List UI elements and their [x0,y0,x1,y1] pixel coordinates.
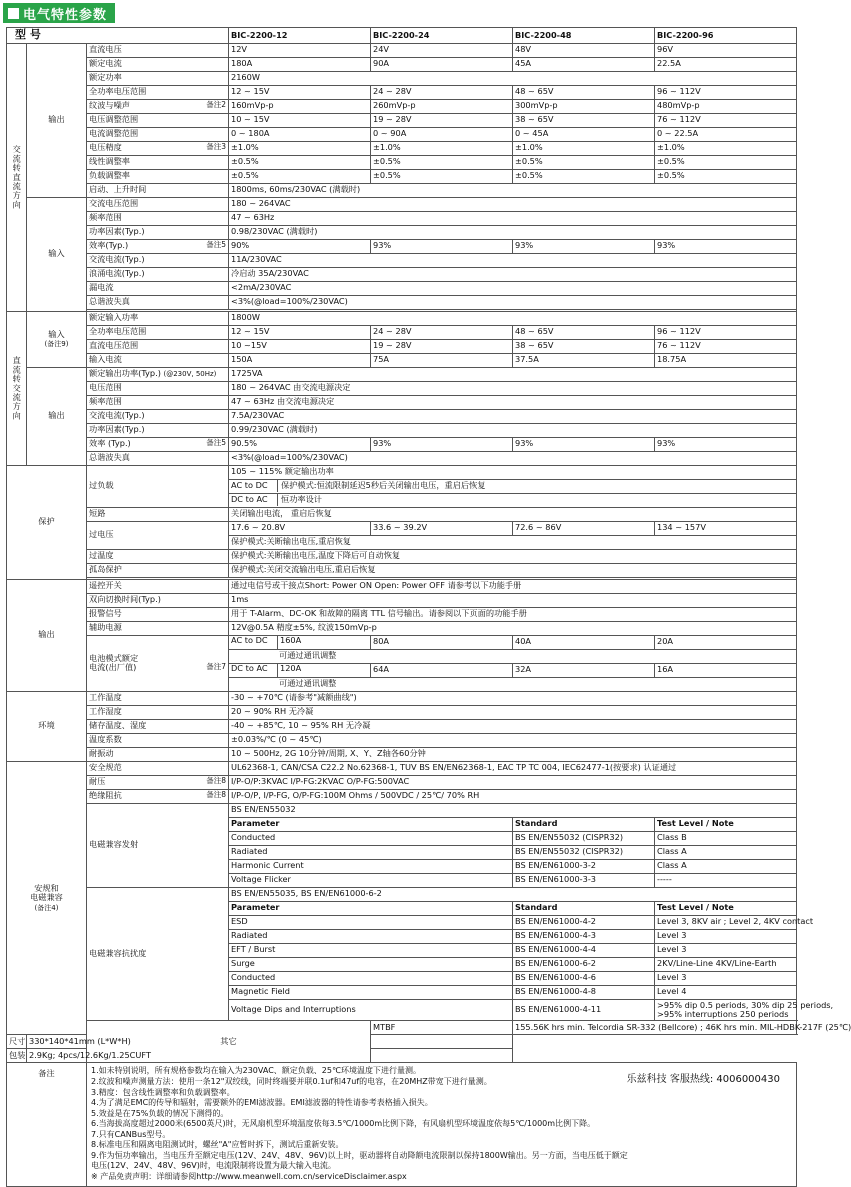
column-header: Standard [513,901,655,915]
category-other: 其它 [87,1021,371,1063]
table-cell: Magnetic Field [229,985,513,999]
value-cell: 72.6 ~ 86V [513,521,655,535]
value-cell [229,493,797,507]
model-name: BIC-2200-96 [655,28,797,44]
value-cell: ±0.5% [513,169,655,183]
value-cell: 155.56K hrs min. Telcordia SR-332 (Bellcore) ; 46K hrs min. MIL-HDBK-217F (25℃) [513,1021,797,1035]
model-label: 型 号 [7,28,229,44]
value-cell: ±0.5% [229,155,371,169]
value-cell: 22.5A [655,57,797,71]
column-header: Parameter [229,901,513,915]
value-cell: 0 ~ 90A [371,127,513,141]
note-item: 7.只有CANBus型号。 [91,1129,171,1139]
value-cell: 96V [655,43,797,57]
param-label: 启动、上升时间 [87,183,229,197]
param-label: 线性调整率 [87,155,229,169]
value-cell: 19 ~ 28V [371,113,513,127]
param-label: 交流电流(Typ.) [87,409,229,423]
table-cell: Conducted [229,971,513,985]
value-cell: ±1.0% [229,141,371,155]
param-label: 负载调整率 [87,169,229,183]
value-cell: 可通过通讯调整 [229,677,797,691]
param-label [87,437,229,451]
mode-label: AC to DC [229,480,278,491]
value-cell: ±0.5% [655,169,797,183]
value-cell: 37.5A [513,353,655,367]
value-cell: 12V [229,43,371,57]
value-cell: 180 ~ 264VAC 由交流电源决定 [229,381,797,395]
category-text: 安规和 [34,882,59,893]
table-cell: Level 3, 8KV air ; Level 2, 4KV contact [655,915,797,929]
param-label: 工作温度 [87,691,229,705]
param-label: 频率范围 [87,211,229,225]
table-cell: Level 3 [655,929,797,943]
note-item: ※ 产品免责声明：详细请参阅http://www.meanwell.com.cn/serviceDisclaimer.aspx [91,1171,407,1181]
value-cell: 10 ~15V [229,339,371,353]
category-input: 输入 [27,197,87,311]
param-label: 额定电流 [87,57,229,71]
value-cell: 12 ~ 15V [229,325,371,339]
param-label [87,635,229,691]
value-cell: 48V [513,43,655,57]
notes-block [87,1063,797,1186]
value-cell: 93% [513,239,655,253]
value-cell: UL62368-1, CAN/CSA C22.2 No.62368-1, TUV BS EN/EN62368-1, EAC TP TC 004, IEC62477-1(按要求) 认证通过 [229,761,797,775]
value-cell: 90% [229,239,371,253]
table-cell: ----- [655,873,797,887]
column-header: Test Level / Note [655,817,797,831]
value-cell: 16A [655,663,797,677]
param-label: 总谐波失真 [87,295,229,309]
value-cell: 260mVp-p [371,99,513,113]
value-cell: 40A [513,635,655,649]
value-cell: 93% [655,239,797,253]
table-cell: BS EN/EN61000-6-2 [513,957,655,971]
value-cell: 10 ~ 15V [229,113,371,127]
category-output: 输出 [7,579,87,691]
column-header: Parameter [229,817,513,831]
table-cell: BS EN/EN61000-3-2 [513,859,655,873]
model-name: BIC-2200-12 [229,28,371,44]
value-text: 120A [280,662,302,673]
value-cell: ±0.03%/℃ (0 ~ 45℃) [229,733,797,747]
note-item: 3.精度：包含线性调整率和负载调整率。 [91,1087,235,1097]
value-cell: 90A [371,57,513,71]
category-environment: 环境 [7,691,87,761]
value-cell: 300mVp-p [513,99,655,113]
value-cell: 通过电信号或干接点Short: Power ON Open: Power OFF 请参考以下功能手册 [229,579,797,593]
category-text: 输入 [48,328,65,339]
table-cell [655,999,834,1021]
param-text: 电压精度 [89,142,122,153]
param-label [87,141,229,155]
table-cell: Radiated [229,845,513,859]
param-text: 纹波与噪声 [89,100,130,111]
value-cell: 93% [655,437,797,451]
table-cell: BS EN/EN61000-4-4 [513,943,655,957]
value-cell: 93% [371,239,513,253]
value-cell: BS EN/EN55032 [229,803,797,817]
param-text: 绝缘阻抗 [89,790,122,801]
value-cell: BS EN/EN55035, BS EN/EN61000-6-2 [229,887,797,901]
mode-label: DC to AC [229,664,278,677]
note-ref: 备注5 [206,240,226,250]
table-cell: Class B [655,831,797,845]
value-cell: 18.75A [655,353,797,367]
note-line: >95% dip 0.5 periods, 30% dip 25 periods, [657,999,834,1010]
note-ref: 备注7 [206,662,226,672]
value-cell: ±0.5% [371,169,513,183]
value-cell: 76 ~ 112V [655,339,797,353]
value-cell [229,635,371,649]
note-ref: 备注2 [206,100,226,110]
param-label: 双向切换时间(Typ.) [87,593,229,607]
value-cell: 0 ~ 22.5A [655,127,797,141]
value-cell: 105 ~ 115% 额定输出功率 [229,465,797,479]
value-cell: <3%(@load=100%/230VAC) [229,295,797,309]
category-output: 输出 [27,367,87,465]
note-ref: 备注3 [206,142,226,152]
value-cell: <3%(@load=100%/230VAC) [229,451,797,465]
value-cell: 24 ~ 28V [371,325,513,339]
value-cell: 可通过通讯调整 [229,649,797,663]
table-cell: Class A [655,859,797,873]
value-cell: I/P-O/P:3KVAC I/P-FG:2KVAC O/P-FG:500VAC [229,775,797,789]
param-label: 功率因素(Typ.) [87,423,229,437]
value-cell: ±1.0% [371,141,513,155]
value-cell: 0.98/230VAC (满载时) [229,225,797,239]
value-cell: -40 ~ +85℃, 10 ~ 95% RH 无冷凝 [229,719,797,733]
value-cell: 180 ~ 264VAC [229,197,797,211]
note-item: 2.纹波和噪声测量方法：使用一条12"双绞线，同时终端要并联0.1uf和47uf的电容，在20MHZ带宽下进行量测。 [91,1077,492,1087]
value-cell: 12V@0.5A 精度±5%, 纹波150mVp-p [229,621,797,635]
table-cell: BS EN/EN61000-4-3 [513,929,655,943]
note-item: 4.为了满足EMC的传导和辐射，需要额外的EMI滤波器。EMI滤波器的特性请参考表格插入损失。 [91,1098,433,1108]
spec-table [6,27,851,1187]
param-label: 直流电压 [87,43,229,57]
value-cell: 1800ms, 60ms/230VAC (满载时) [229,183,797,197]
note-item: 9.作为恒功率输出，当电压升至额定电压(12V、24V、48V、96V)以上时，驱动器将自动降额电流限制以保持1800W输出。另一方面，当电压低于额定 [91,1150,628,1160]
category-protection: 保护 [7,465,87,579]
table-cell: Class A [655,845,797,859]
value-cell: ±1.0% [655,141,797,155]
value-cell: 180A [229,57,371,71]
param-label: 额定功率 [87,71,229,85]
value-cell: 150A [229,353,371,367]
table-cell: BS EN/EN61000-4-2 [513,915,655,929]
table-cell: EFT / Burst [229,943,513,957]
param-label: 过电压 [87,521,229,549]
category-input [27,311,87,367]
table-cell: Radiated [229,929,513,943]
param-label [87,789,229,803]
param-label: 短路 [87,507,229,521]
mode-value: 恒功率设计 [281,494,322,505]
param-label: 交流电流(Typ.) [87,253,229,267]
param-label: 频率范围 [87,395,229,409]
param-label: 报警信号 [87,607,229,621]
section-header [3,3,115,23]
value-cell: 38 ~ 65V [513,339,655,353]
value-cell: 20 ~ 90% RH 无冷凝 [229,705,797,719]
category-safety-emc [7,761,87,1035]
value-cell: 11A/230VAC [229,253,797,267]
mode-value: 保护模式:恒流限制延迟5秒后关闭输出电压，重启后恢复 [281,480,486,491]
value-cell: <2mA/230VAC [229,281,797,295]
param-label: 电磁兼容发射 [87,803,229,887]
column-header: Standard [513,817,655,831]
column-header: Test Level / Note [655,901,797,915]
param-label: 工作湿度 [87,705,229,719]
param-label [87,99,229,113]
table-cell: Level 3 [655,943,797,957]
note-item: 电压(12V、24V、48V、96V)时，电流限制将设置为最大输入电流。 [91,1161,336,1171]
header-bar [3,3,115,23]
value-cell [229,663,371,677]
value-cell: -30 ~ +70℃ (请参考"减额曲线") [229,691,797,705]
param-label: 直流电压范围 [87,339,229,353]
param-label: 孤岛保护 [87,563,229,577]
param-label: 额定输入功率 [87,311,229,325]
table-cell: BS EN/EN55032 (CISPR32) [513,845,655,859]
value-cell: 24V [371,43,513,57]
note-ref: (备注9) [44,340,69,349]
value-cell: ±0.5% [513,155,655,169]
value-cell [229,479,797,493]
table-cell: Voltage Flicker [229,873,513,887]
value-cell: 75A [371,353,513,367]
param-label: 浪涌电流(Typ.) [87,267,229,281]
table-cell: Surge [229,957,513,971]
param-label: 辅助电源 [87,621,229,635]
param-label: 功率因素(Typ.) [87,225,229,239]
note-ref: 备注8 [206,776,226,786]
value-cell: 用于 T-Alarm、DC-OK 和故障的隔离 TTL 信号输出。请参阅以下页面的功能手册 [229,607,797,621]
value-cell: 93% [513,437,655,451]
table-cell: Voltage Dips and Interruptions [229,999,513,1021]
value-cell: 76 ~ 112V [655,113,797,127]
value-cell: 17.6 ~ 20.8V [229,521,371,535]
value-cell: 93% [371,437,513,451]
param-label: 储存温度、湿度 [87,719,229,733]
value-cell: 45A [513,57,655,71]
value-cell: 1800W [229,311,797,325]
value-cell: ±1.0% [513,141,655,155]
value-cell: 96 ~ 112V [655,325,797,339]
value-text: 160A [280,634,302,645]
value-cell: 20A [655,635,797,649]
value-cell: 0 ~ 45A [513,127,655,141]
note-line: >95% interruptions 250 periods [657,1009,789,1020]
param-text: 电池模式额定 [89,652,139,663]
value-cell: 47 ~ 63Hz [229,211,797,225]
param-text: 效率 (Typ.) [89,438,131,449]
param-label: 安全规范 [87,761,229,775]
note-item: 8.标准电压和隔离电阻测试时，螺丝"A"应暂时拆下，测试后重新安装。 [91,1140,344,1150]
param-label [87,367,229,381]
param-text: 耐压 [89,776,106,787]
value-cell: 7.5A/230VAC [229,409,797,423]
value-cell: 保护模式:关断输出电压,温度下降后可自动恢复 [229,549,797,563]
param-label: 温度系数 [87,733,229,747]
value-cell: ±0.5% [655,155,797,169]
table-cell: 2KV/Line-Line 4KV/Line-Earth [655,957,797,971]
value-cell: 19 ~ 28V [371,339,513,353]
param-label: 过负载 [87,465,229,507]
value-cell: 48 ~ 65V [513,85,655,99]
value-cell: 47 ~ 63Hz 由交流电源决定 [229,395,797,409]
value-cell: 64A [371,663,513,677]
value-cell: 80A [371,635,513,649]
model-name: BIC-2200-48 [513,28,655,44]
note-ref: 备注5 [206,438,226,448]
note-ref: (备注4) [34,903,59,912]
table-cell: BS EN/EN61000-3-3 [513,873,655,887]
param-text: 效率(Typ.) [89,240,129,251]
header-title: 电气特性参数 [23,7,108,23]
value-cell: 2160W [229,71,797,85]
table-cell: Harmonic Current [229,859,513,873]
param-label: 电磁兼容抗扰度 [87,887,229,1021]
param-label: MTBF [371,1021,513,1035]
param-label: 电压范围 [87,381,229,395]
value-cell: 96 ~ 112V [655,85,797,99]
value-cell: 冷启动 35A/230VAC [229,267,797,281]
note-item: 6.当海拔高度超过2000米(6500英尺)时，无风扇机型环境温度依每3.5℃/1000m比例下降，有风扇机型环境温度依每5℃/1000m比例下降。 [91,1119,596,1129]
category-notes: 备注 [7,1063,87,1186]
param-label: 全功率电压范围 [87,85,229,99]
param-label: 过温度 [87,549,229,563]
note-ref: 备注8 [206,790,226,800]
value-cell: ±0.5% [229,169,371,183]
param-label: 全功率电压范围 [87,325,229,339]
model-row [7,28,797,44]
value-cell: 0.99/230VAC (满载时) [229,423,797,437]
header-square-icon [8,8,19,19]
value-cell: 32A [513,663,655,677]
mode-label: DC to AC [229,494,278,505]
value-cell: I/P-O/P, I/P-FG, O/P-FG:100M Ohms / 500VDC / 25℃/ 70% RH [229,789,797,803]
param-sub: (@230V, 50Hz) [163,370,217,379]
value-cell: 10 ~ 500Hz, 2G 10分钟/周期, X、Y、Z轴各60分钟 [229,747,797,761]
param-label: 漏电流 [87,281,229,295]
param-label [87,239,229,253]
note-item: 1.如未特别说明，所有规格参数均在输入为230VAC、额定负载、25℃环境温度下进行量测。 [91,1066,421,1076]
param-label: 总谐波失真 [87,451,229,465]
value-cell: 38 ~ 65V [513,113,655,127]
table-cell: BS EN/EN61000-4-8 [513,985,655,999]
value-cell: 33.6 ~ 39.2V [371,521,513,535]
param-label: 输入电流 [87,353,229,367]
param-label [87,775,229,789]
table-cell: Conducted [229,831,513,845]
param-label: 交流电压范围 [87,197,229,211]
param-label: 电压调整范围 [87,113,229,127]
value-cell: 330*140*41mm (L*W*H) [27,1035,513,1049]
value-cell: 保护模式:关断输出电压,重启恢复 [229,535,797,549]
table-cell: Level 3 [655,971,797,985]
value-cell: 90.5% [229,437,371,451]
param-label: 电流调整范围 [87,127,229,141]
category-output: 输出 [27,43,87,197]
value-cell: 关闭输出电流， 重启后恢复 [229,507,797,521]
value-cell: 0 ~ 180A [229,127,371,141]
note-item: 5.效益是在75%负载的情况下测得的。 [91,1108,229,1118]
param-label: 包装 [7,1049,27,1063]
value-cell: ±0.5% [371,155,513,169]
value-cell: 1725VA [229,367,797,381]
value-cell: 保护模式:关闭交流输出电压,重启后恢复 [229,563,797,577]
param-label: 尺寸 [7,1035,27,1049]
value-cell: 48 ~ 65V [513,325,655,339]
value-cell: 1ms [229,593,797,607]
value-cell: 480mVp-p [655,99,797,113]
group-ac-dc: 交流转直流方向 [7,43,27,311]
value-cell: 160mVp-p [229,99,371,113]
param-text: 额定输出功率(Typ.) [89,368,161,379]
mode-label: AC to DC [229,636,278,649]
hotline-text: 乐兹科技 客服热线: 4006000430 [626,1074,780,1086]
model-name: BIC-2200-24 [371,28,513,44]
group-dc-ac: 直流转交流方向 [7,311,27,465]
value-cell: 24 ~ 28V [371,85,513,99]
value-cell: 134 ~ 157V [655,521,797,535]
value-cell: 12 ~ 15V [229,85,371,99]
category-text: 电磁兼容 [30,892,63,903]
param-label: 耐振动 [87,747,229,761]
table-cell: BS EN/EN55032 (CISPR32) [513,831,655,845]
param-label: 遥控开关 [87,579,229,593]
table-cell: ESD [229,915,513,929]
value-cell: 2.9Kg; 4pcs/12.6Kg/1.25CUFT [27,1049,513,1063]
table-cell: BS EN/EN61000-4-6 [513,971,655,985]
table-cell: BS EN/EN61000-4-11 [513,999,655,1021]
param-text: 电流(出厂值) [89,662,137,673]
table-cell: Level 4 [655,985,797,999]
